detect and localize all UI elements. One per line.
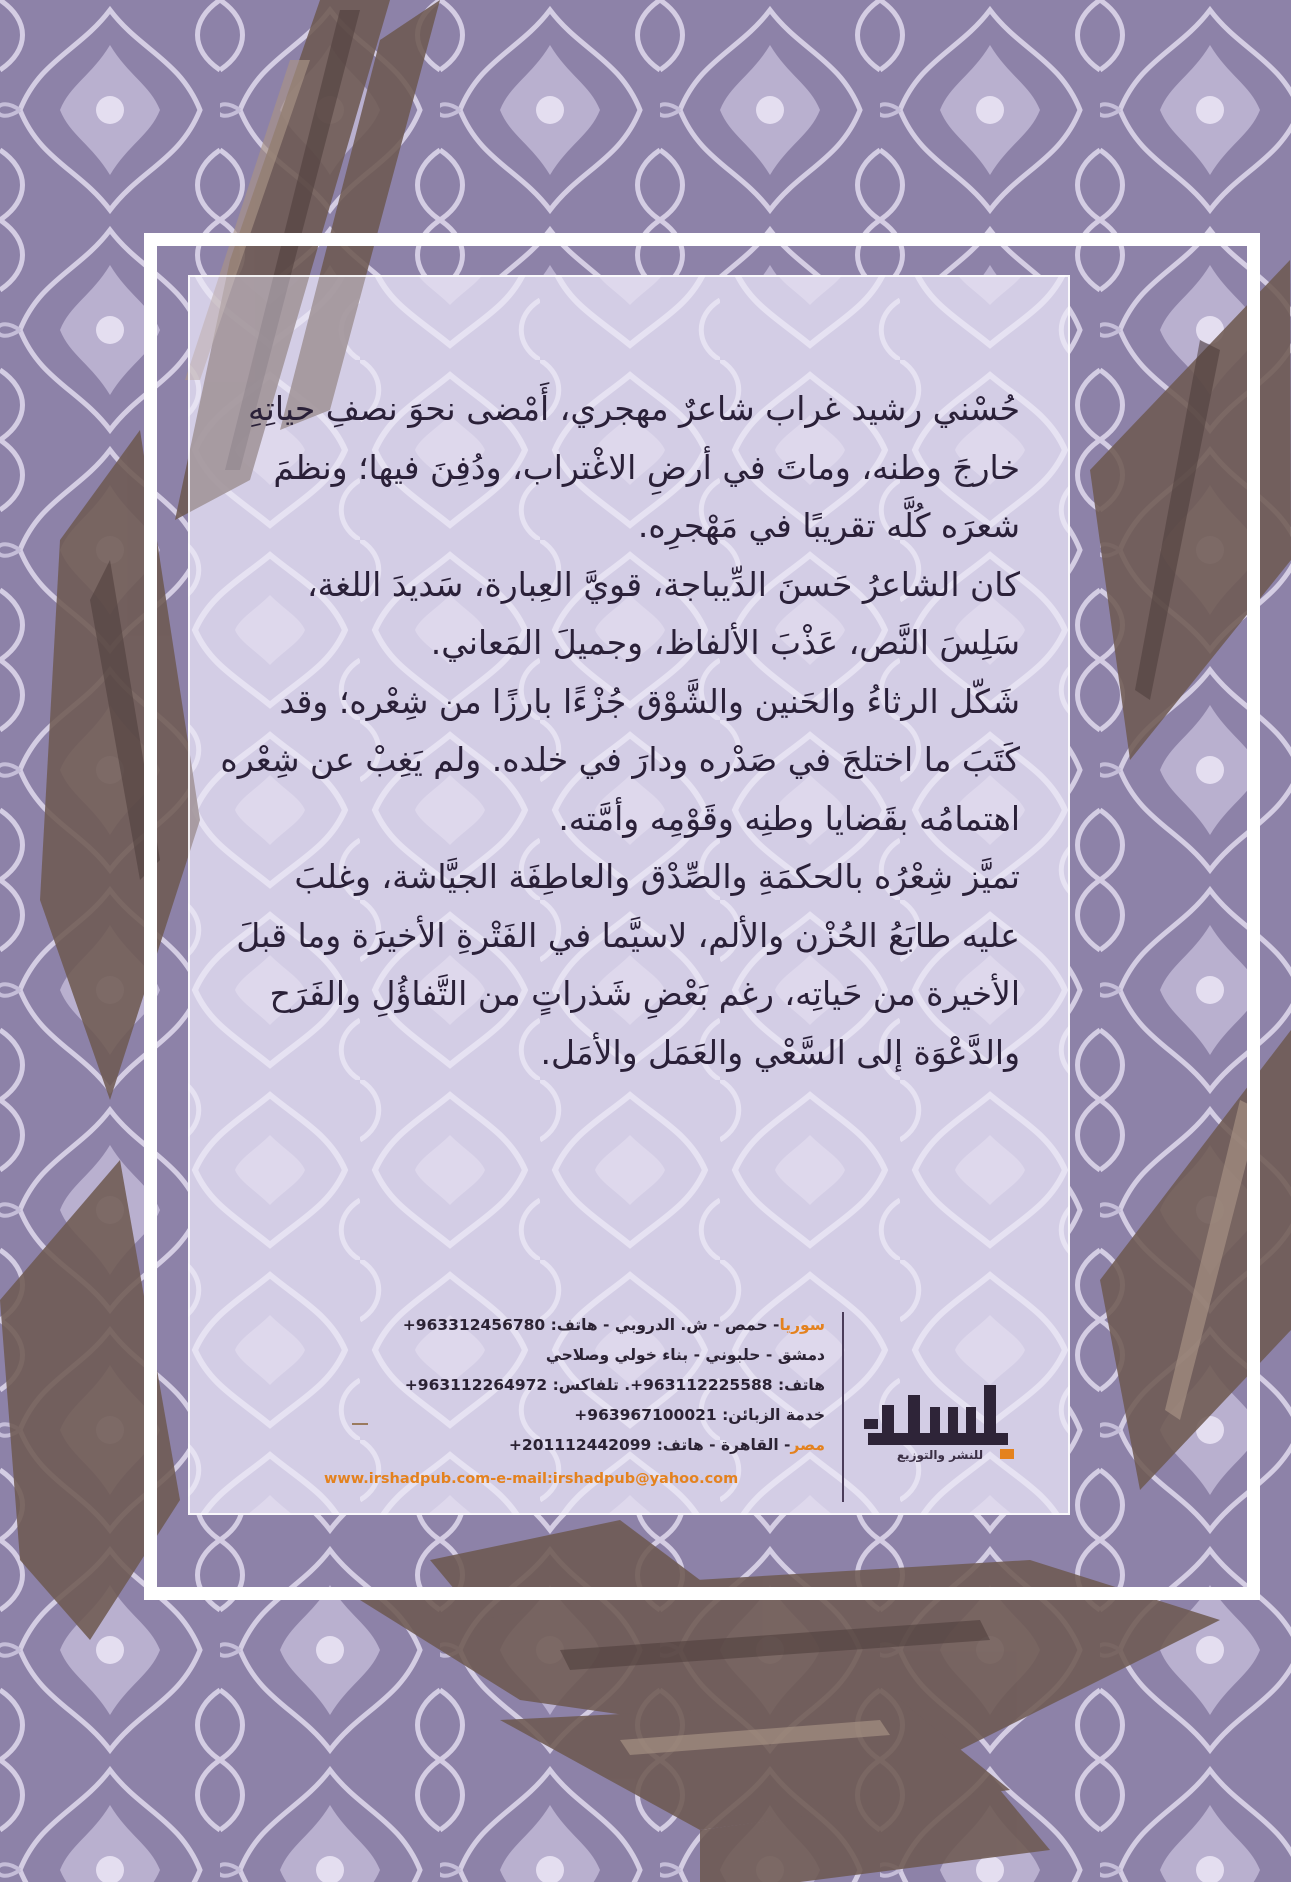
description-line: خارجَ وطنه، وماتَ في أرضِ الاغْتراب، ودُفِنَ فيها؛ ونظمَ bbox=[273, 447, 1020, 487]
contact-line: خدمة الزبائن: 963967100021+ bbox=[574, 1406, 825, 1424]
publisher-tagline: للنشر والتوزيع bbox=[896, 1448, 984, 1462]
description-line: شَكّل الرثاءُ والحَنين والشَّوْق جُزْءًا بارزًا من شِعْره؛ وقد bbox=[279, 681, 1020, 721]
contact-egypt bbox=[320, 1430, 825, 1460]
contact-syria bbox=[320, 1310, 825, 1340]
contact-line: - القاهرة - هاتف: 201112442099+ bbox=[508, 1436, 791, 1454]
country-label-syria: سوريا bbox=[779, 1316, 825, 1334]
book-description bbox=[220, 380, 1020, 1082]
description-line: كَتَبَ ما اختلجَ في صَدْره ودارَ في خلده. ولم يَغِبْ عن شِعْره bbox=[220, 740, 1020, 779]
description-line: سَلِسَ النَّص، عَذْبَ الألفاظ، وجميلَ المَعاني. bbox=[430, 623, 1020, 662]
separator-dash bbox=[352, 1423, 368, 1425]
description-line: الأخيرة من حَياتِه، رغم بَعْضِ شَذراتٍ من التَّفاؤُلِ والفَرَح bbox=[269, 974, 1020, 1013]
description-line: تميَّز شِعْرُه بالحكمَةِ والصِّدْق والعاطِفَة الجيَّاشة، وغلبَ bbox=[294, 857, 1020, 896]
description-line: والدَّعْوَة إلى السَّعْي والعَمَل والأمَل. bbox=[540, 1032, 1020, 1072]
country-label-egypt: مصر bbox=[790, 1436, 825, 1454]
description-line: حُسْني رشيد غراب شاعرٌ مهجري، أَمْضى نحوَ نصفِ حياتِهِ bbox=[247, 389, 1020, 428]
vertical-divider bbox=[842, 1312, 844, 1502]
contact-line: هاتف: 963112225588+. تلفاكس: 963112264972+ bbox=[404, 1376, 825, 1394]
description-line: كان الشاعرُ حَسنَ الدِّيباجة، قويَّ العِبارة، سَديدَ اللغة، bbox=[306, 564, 1020, 604]
publisher-contact bbox=[320, 1310, 825, 1494]
website-link[interactable]: www.irshadpub.com-e-mail:irshadpub@yahoo.com bbox=[324, 1471, 739, 1487]
contact-line: - حمص - ش. الدروبي - هاتف: 963312456780+ bbox=[402, 1316, 780, 1334]
description-line: اهتمامُه بقَضايا وطنِه وقَوْمِه وأمَّته. bbox=[558, 798, 1020, 838]
description-line: عليه طابَعُ الحُزْن والألم، لاسيَّما في الفَتْرةِ الأخيرَة وما قبلَ bbox=[236, 915, 1020, 955]
description-line: شعرَه كُلَّه تقريبًا في مَهْجرِه. bbox=[637, 506, 1020, 545]
contact-line: دمشق - حلبوني - بناء خولي وصلاحي bbox=[545, 1346, 825, 1364]
